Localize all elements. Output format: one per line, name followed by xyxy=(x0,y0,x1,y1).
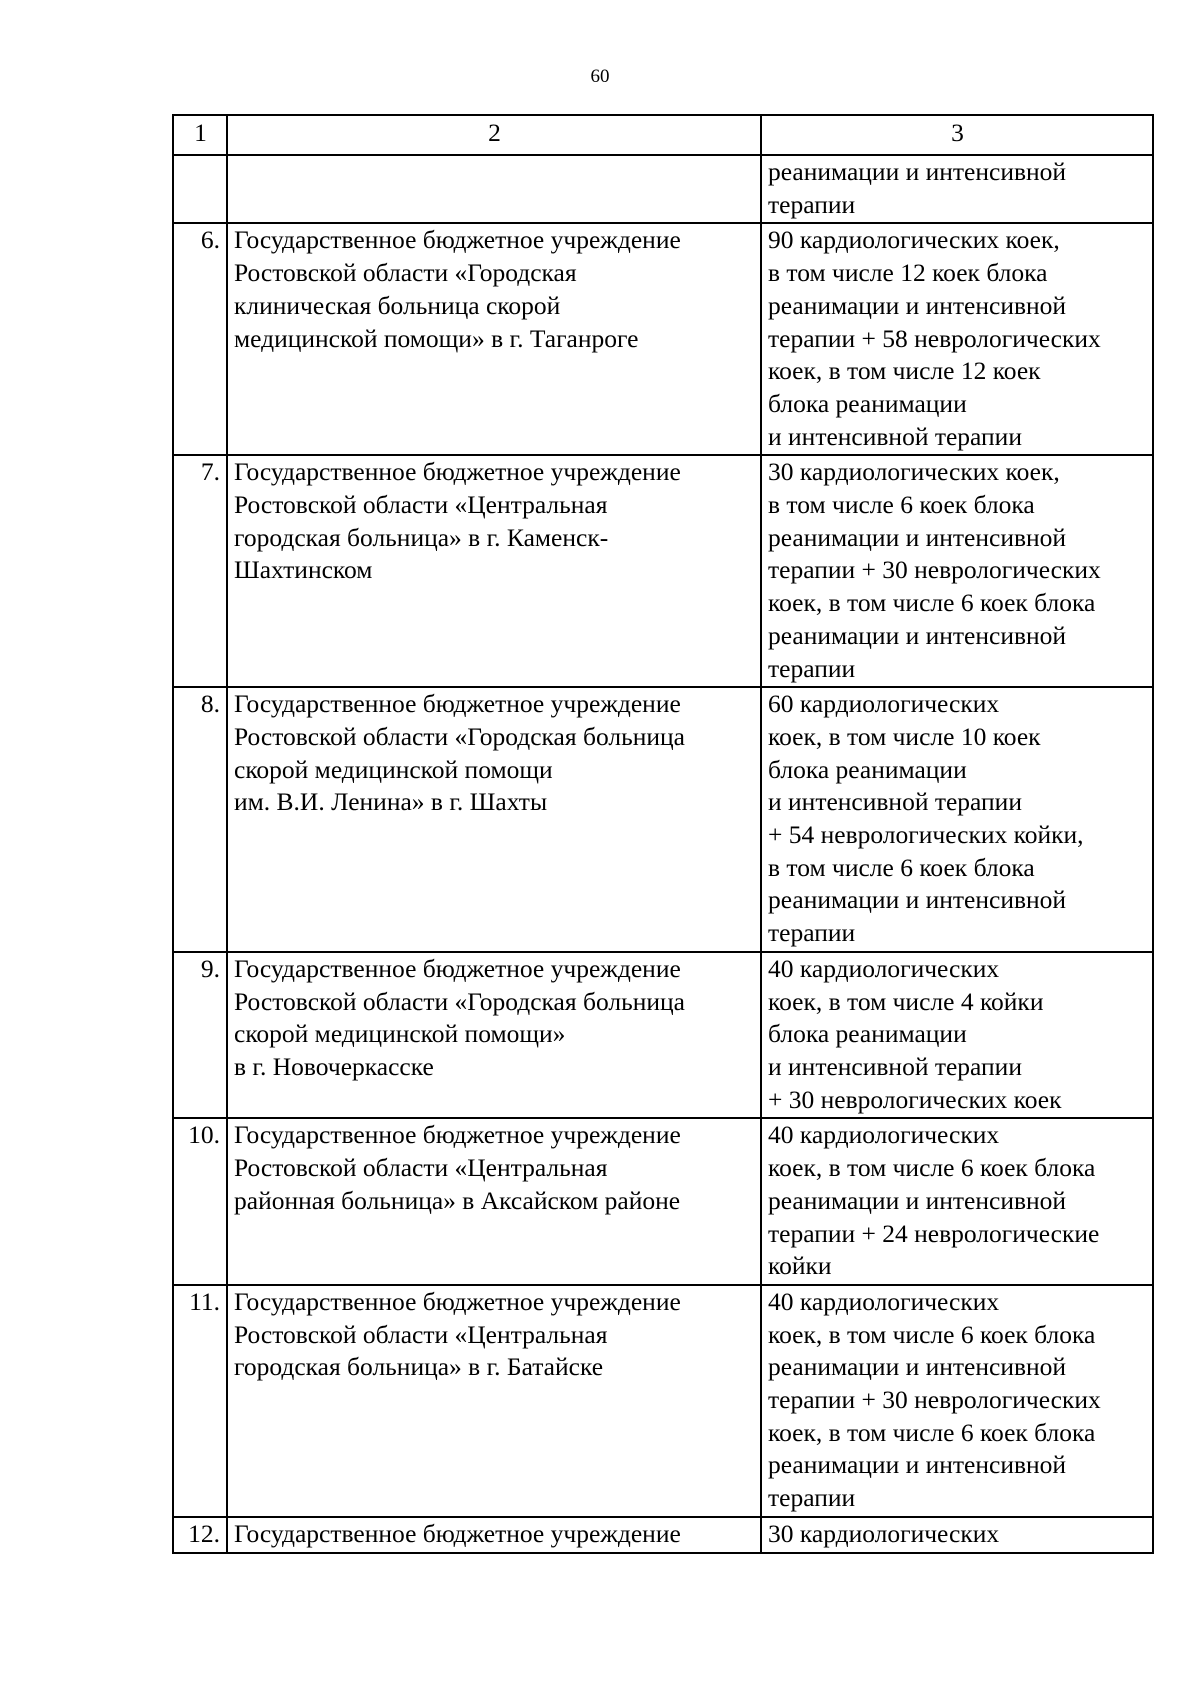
beds-line: терапии + 30 неврологических xyxy=(768,1385,1101,1415)
beds-line: реанимации и интенсивной xyxy=(768,1185,1067,1215)
table-row xyxy=(173,1517,1153,1553)
beds-line: и интенсивной терапии xyxy=(768,421,1022,451)
beds-line: терапии xyxy=(768,918,856,948)
institution-line: городская больница» в г. Каменск- xyxy=(234,522,609,552)
beds-line: терапии xyxy=(768,653,856,683)
beds-line: терапии + 24 неврологические xyxy=(768,1218,1100,1248)
institution-line: Государственное бюджетное учреждение xyxy=(234,1286,681,1316)
institution-line: районная больница» в Аксайском районе xyxy=(234,1185,681,1215)
beds-line: 90 кардиологических коек, xyxy=(768,225,1060,255)
table-row xyxy=(173,952,1153,1119)
institution-line: в г. Новочеркасске xyxy=(234,1051,434,1081)
table-body xyxy=(173,155,1153,1553)
row-number: 6. xyxy=(173,223,227,455)
facilities-table xyxy=(172,114,1154,1554)
beds-line: блока реанимации xyxy=(768,388,967,418)
beds-line: 60 кардиологических xyxy=(768,689,1000,719)
beds-line: блока реанимации xyxy=(768,754,967,784)
beds-line: терапии xyxy=(768,189,856,219)
institution-line: Государственное бюджетное учреждение xyxy=(234,225,681,255)
beds-line: 30 кардиологических коек, xyxy=(768,457,1060,487)
beds-line: коек, в том числе 6 коек блока xyxy=(768,1153,1096,1183)
beds-line: терапии + 58 неврологических xyxy=(768,323,1101,353)
beds-cell xyxy=(761,1517,1153,1553)
beds-cell xyxy=(761,455,1153,687)
beds-line: коек, в том числе 6 коек блока xyxy=(768,588,1096,618)
beds-line: 40 кардиологических xyxy=(768,953,1000,983)
beds-line: коек, в том числе 4 койки xyxy=(768,986,1044,1016)
institution-line: Государственное бюджетное учреждение xyxy=(234,1518,681,1548)
row-number: 10. xyxy=(173,1118,227,1285)
table-row xyxy=(173,155,1153,223)
beds-line: реанимации и интенсивной xyxy=(768,290,1067,320)
institution-line: Государственное бюджетное учреждение xyxy=(234,1120,681,1150)
header-col-beds: 3 xyxy=(761,115,1153,155)
institution-line: Ростовской области «Центральная xyxy=(234,1319,608,1349)
table-header xyxy=(173,115,1153,155)
institution-line: Ростовской области «Городская больница xyxy=(234,721,685,751)
beds-line: койки xyxy=(768,1251,832,1281)
page-number: 60 xyxy=(590,66,610,87)
header-col-institution: 2 xyxy=(227,115,761,155)
table-row xyxy=(173,455,1153,687)
beds-line: блока реанимации xyxy=(768,1019,967,1049)
institution-line: клиническая больница скорой xyxy=(234,290,561,320)
beds-cell xyxy=(761,952,1153,1119)
row-number: 11. xyxy=(173,1285,227,1517)
beds-line: в том числе 12 коек блока xyxy=(768,258,1048,288)
institution-line: Ростовской области «Центральная xyxy=(234,1153,608,1183)
beds-line: терапии + 30 неврологических xyxy=(768,555,1101,585)
institution-line: им. В.И. Ленина» в г. Шахты xyxy=(234,787,548,817)
beds-line: + 30 неврологических коек xyxy=(768,1084,1062,1114)
beds-line: + 54 неврологических койки, xyxy=(768,820,1084,850)
beds-line: коек, в том числе 12 коек xyxy=(768,356,1041,386)
institution-cell xyxy=(227,687,761,952)
institution-line: Ростовской области «Центральная xyxy=(234,490,608,520)
beds-line: 40 кардиологических xyxy=(768,1286,1000,1316)
beds-line: реанимации и интенсивной xyxy=(768,522,1067,552)
beds-line: реанимации и интенсивной xyxy=(768,157,1067,186)
institution-cell xyxy=(227,155,761,223)
beds-line: коек, в том числе 6 коек блока xyxy=(768,1417,1096,1447)
row-number xyxy=(173,155,227,223)
row-number: 8. xyxy=(173,687,227,952)
beds-line: реанимации и интенсивной xyxy=(768,1450,1067,1480)
beds-line: и интенсивной терапии xyxy=(768,1051,1022,1081)
institution-cell xyxy=(227,223,761,455)
institution-cell xyxy=(227,952,761,1119)
beds-line: в том числе 6 коек блока xyxy=(768,852,1035,882)
beds-line: реанимации и интенсивной xyxy=(768,885,1067,915)
beds-cell xyxy=(761,687,1153,952)
beds-cell xyxy=(761,155,1153,223)
institution-line: Ростовской области «Городская xyxy=(234,258,577,288)
table-row xyxy=(173,1118,1153,1285)
institution-line: медицинской помощи» в г. Таганроге xyxy=(234,323,639,353)
beds-line: коек, в том числе 6 коек блока xyxy=(768,1319,1096,1349)
row-number: 9. xyxy=(173,952,227,1119)
beds-cell xyxy=(761,1285,1153,1517)
beds-cell xyxy=(761,223,1153,455)
table-row xyxy=(173,1285,1153,1517)
institution-line: скорой медицинской помощи xyxy=(234,754,553,784)
beds-cell xyxy=(761,1118,1153,1285)
beds-line: реанимации и интенсивной xyxy=(768,1352,1067,1382)
beds-line: 40 кардиологических xyxy=(768,1120,1000,1150)
institution-line: городская больница» в г. Батайске xyxy=(234,1352,604,1382)
beds-line: 30 кардиологических xyxy=(768,1518,1000,1548)
institution-line: Ростовской области «Городская больница xyxy=(234,986,685,1016)
header-col-number: 1 xyxy=(173,115,227,155)
table-row xyxy=(173,223,1153,455)
institution-line: Государственное бюджетное учреждение xyxy=(234,689,681,719)
institution-cell xyxy=(227,455,761,687)
institution-line: Государственное бюджетное учреждение xyxy=(234,953,681,983)
table-row xyxy=(173,687,1153,952)
institution-cell xyxy=(227,1118,761,1285)
row-number: 12. xyxy=(173,1517,227,1553)
institution-line: Шахтинском xyxy=(234,555,373,585)
row-number: 7. xyxy=(173,455,227,687)
institution-cell xyxy=(227,1285,761,1517)
beds-line: в том числе 6 коек блока xyxy=(768,490,1035,520)
beds-line: и интенсивной терапии xyxy=(768,787,1022,817)
institution-cell xyxy=(227,1517,761,1553)
beds-line: коек, в том числе 10 коек xyxy=(768,721,1041,751)
institution-line: скорой медицинской помощи» xyxy=(234,1019,566,1049)
institution-line: Государственное бюджетное учреждение xyxy=(234,457,681,487)
header-row xyxy=(173,115,1153,155)
beds-line: реанимации и интенсивной xyxy=(768,620,1067,650)
beds-line: терапии xyxy=(768,1483,856,1513)
